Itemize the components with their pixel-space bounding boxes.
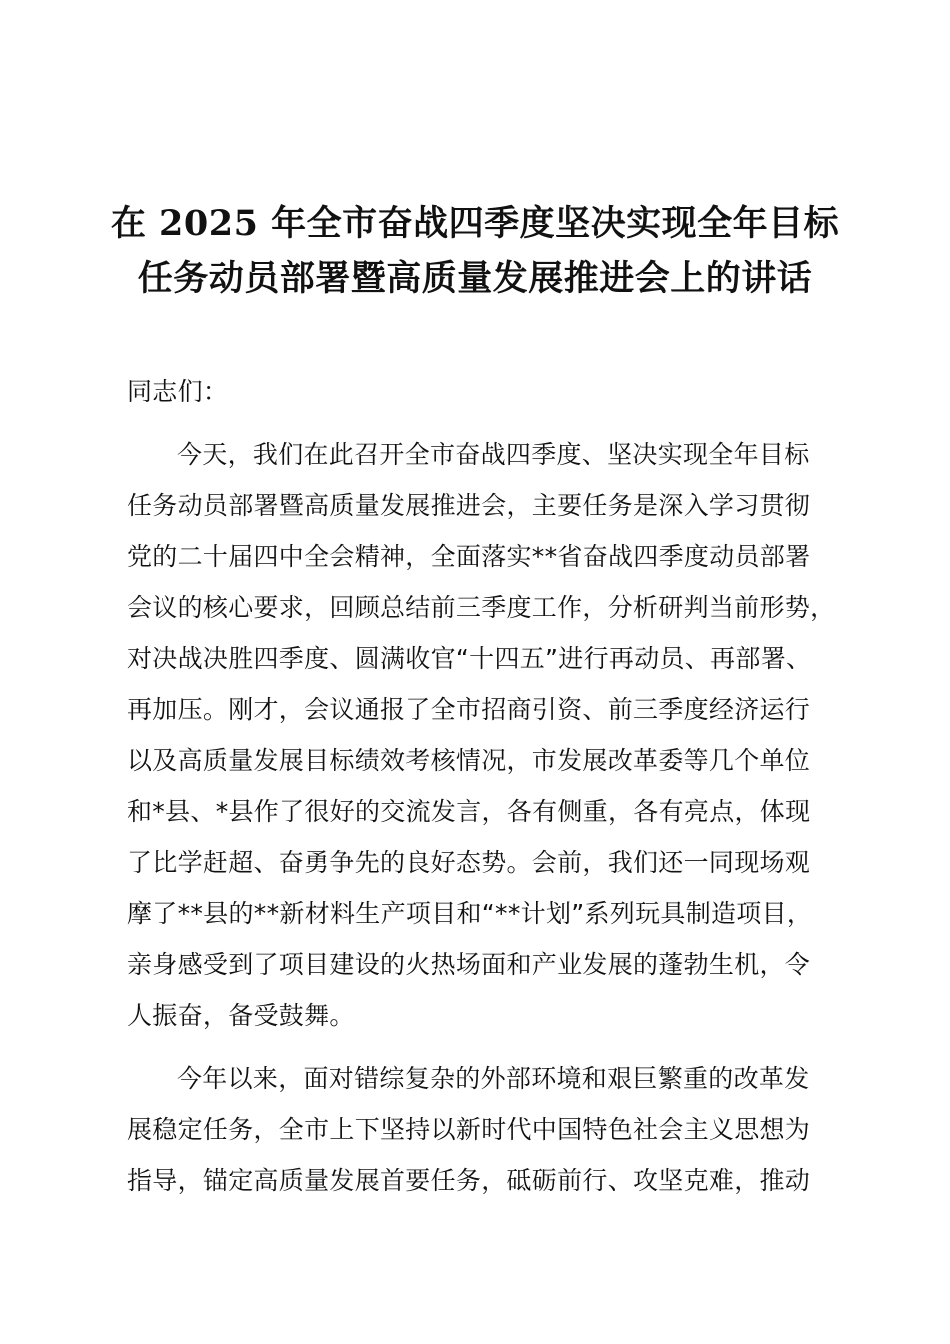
paragraph-line: 任务动员部署暨高质量发展推进会，主要任务是深入学习贯彻 (127, 491, 811, 520)
paragraph-line: 人振奋，备受鼓舞。 (127, 1001, 355, 1030)
title-line-1: 在 2025 年全市奋战四季度坚决实现全年目标 (110, 203, 840, 244)
paragraph-line: 了比学赶超、奋勇争先的良好态势。会前，我们还一同现场观 (127, 848, 811, 877)
paragraph-line: 摩了**县的**新材料生产项目和“**计划”系列玩具制造项目， (127, 899, 813, 928)
paragraph-line: 今天，我们在此召开全市奋战四季度、坚决实现全年目标 (177, 440, 810, 469)
paragraph-line: 以及高质量发展目标绩效考核情况，市发展改革委等几个单位 (127, 746, 811, 775)
paragraph-line: 会议的核心要求，回顾总结前三季度工作，分析研判当前形势， (127, 593, 836, 622)
paragraph-line: 对决战决胜四季度、圆满收官“十四五”进行再动员、再部署、 (127, 644, 812, 673)
paragraph-line: 党的二十届四中全会精神，全面落实**省奋战四季度动员部署 (127, 542, 811, 571)
paragraph-line: 指导，锚定高质量发展首要任务，砥砺前行、攻坚克难，推动 (127, 1166, 811, 1195)
paragraph-line: 和*县、*县作了很好的交流发言，各有侧重，各有亮点，体现 (127, 797, 811, 826)
salutation: 同志们： (127, 377, 229, 406)
paragraph-line: 再加压。刚才，会议通报了全市招商引资、前三季度经济运行 (127, 695, 811, 724)
document-title (110, 196, 840, 306)
paragraph-1 (127, 429, 836, 1041)
paragraph-line: 今年以来，面对错综复杂的外部环境和艰巨繁重的改革发 (177, 1064, 810, 1093)
paragraph-line: 展稳定任务，全市上下坚持以新时代中国特色社会主义思想为 (127, 1115, 811, 1144)
paragraph-line: 亲身感受到了项目建设的火热场面和产业发展的蓬勃生机，令 (127, 950, 811, 979)
paragraph-2 (127, 1053, 827, 1206)
document-body (127, 366, 836, 1218)
title-line-2: 任务动员部署暨高质量发展推进会上的讲话 (137, 258, 813, 299)
